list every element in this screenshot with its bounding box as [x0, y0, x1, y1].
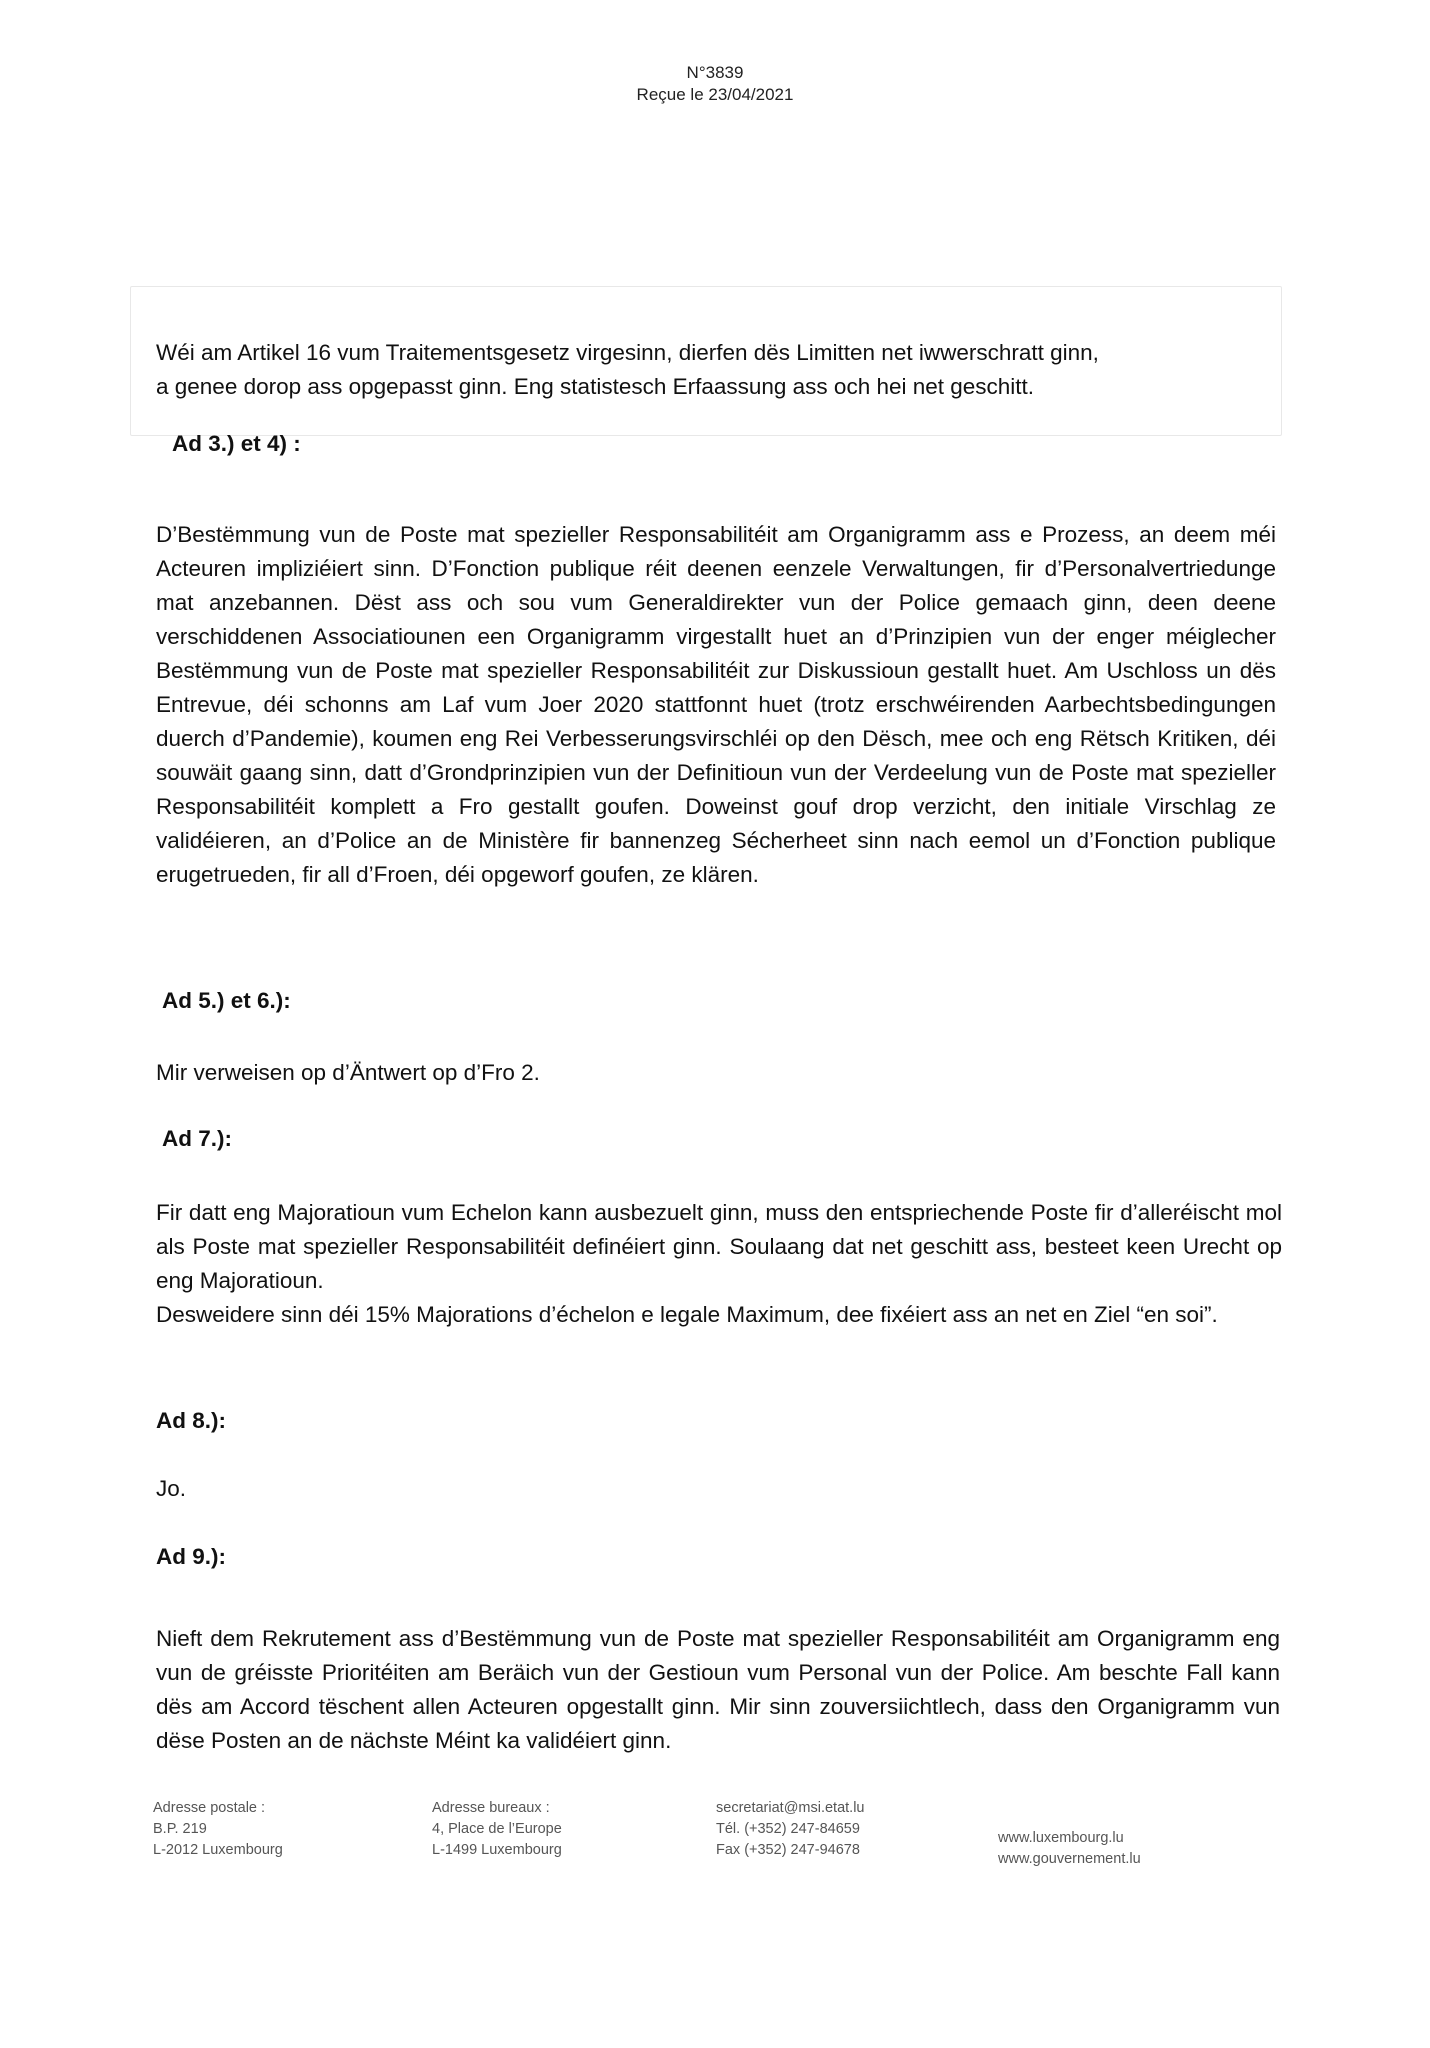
intro-line-1: Wéi am Artikel 16 vum Traitementsgesetz virgesinn, dierfen dës Limitten net iwwerschratt ginn, [156, 340, 1099, 365]
paragraph-ad-5-6: Mir verweisen op d’Äntwert op d’Fro 2. [156, 1060, 540, 1085]
reception-stamp [0, 62, 1430, 106]
intro-paragraph [156, 336, 1286, 404]
website-luxembourg: www.luxembourg.lu [998, 1830, 1124, 1846]
postal-address [153, 1798, 283, 1861]
heading-ad-5-6: Ad 5.) et 6.): [162, 988, 291, 1013]
received-date: Reçue le 23/04/2021 [636, 85, 794, 104]
office-address-line-1: 4, Place de l’Europe [432, 1821, 562, 1837]
postal-address-line-1: B.P. 219 [153, 1821, 207, 1837]
paragraph-ad-7-part-2: Desweidere sinn déi 15% Majorations d’échelon e legale Maximum, dee fixéiert ass an net en Ziel “en soi”. [156, 1302, 1218, 1327]
heading-ad-3-4: Ad 3.) et 4) : [172, 431, 301, 456]
websites [998, 1828, 1141, 1870]
contact-fax: Fax (+352) 247-94678 [716, 1842, 860, 1858]
paragraph-ad-8: Jo. [156, 1476, 187, 1501]
paragraph-ad-7-part-1: Fir datt eng Majoratioun vum Echelon kann ausbezuelt ginn, muss den entspriechende Poste fir d’alleréischt mol als Poste mat spezieller Responsabilitéit definéiert ginn. Soulaang dat net geschitt ass, besteet keen Urecht op eng Majoratioun. [156, 1200, 1282, 1293]
office-address-line-2: L-1499 Luxembourg [432, 1842, 562, 1858]
paragraph-ad-9: Nieft dem Rekrutement ass d’Bestëmmung vun de Poste mat spezieller Responsabilitéit am Organigramm eng vun de gréisste Prioritéiten am Beräich vun der Gestioun vum Personal vun der Police. Am beschte Fall kann dës am Accord tëschent allen Acteuren opgestallt ginn. Mir sinn zouversiichtlech, dass den Organigramm vun dëse Posten an de nächste Méint ka validéiert ginn. [156, 1626, 1280, 1753]
document-number: N°3839 [686, 63, 744, 82]
intro-line-2: a genee dorop ass opgepasst ginn. Eng statistesch Erfaassung ass och hei net geschitt. [156, 374, 1035, 399]
contact-details [716, 1798, 865, 1861]
paragraph-ad-3-4: D’Bestëmmung vun de Poste mat spezieller Responsabilitéit am Organigramm ass e Prozess, an deem méi Acteuren impliziéiert sinn. D’Fonction publique réit deenen eenzele Verwaltungen, fir d’Personalvertriedunge mat anzebannen. Dëst ass och sou vum Generaldirekter vun der Police gemaach ginn, deen deene verschiddenen Associatiounen een Organigramm virgestallt huet an d’Prinzipien vun der enger méiglecher Bestëmmung vun de Poste mat spezieller Responsabilitéit zur Diskussioun gestallt huet. Am Uschloss un dës Entrevue, déi schonns am Laf vum Joer 2020 stattfonnt huet (trotz erschwéirenden Aarbechtsbedingungen duerch d’Pandemie), koumen eng Rei Verbesserungsvirschléi op den Dësch, mee och eng Rëtsch Kritiken, déi souwäit gaang sinn, datt d’Grondprinzipien vun der Definitioun vun der Verdeelung vun de Poste mat spezieller Responsabilitéit komplett a Fro gestallt goufen. Doweinst gouf drop verzicht, den initiale Virschlag ze validéieren, an d’Police an de Ministère fir bannenzeg Sécherheet sinn nach eemol un d’Fonction publique erugetrueden, fir all d’Froen, déi opgeworf goufen, ze klären. [156, 522, 1276, 887]
website-gouvernement: www.gouvernement.lu [998, 1851, 1141, 1867]
office-address-label: Adresse bureaux : [432, 1800, 550, 1816]
contact-email: secretariat@msi.etat.lu [716, 1800, 865, 1816]
contact-phone: Tél. (+352) 247-84659 [716, 1821, 860, 1837]
heading-ad-9: Ad 9.): [156, 1544, 226, 1569]
postal-address-line-2: L-2012 Luxembourg [153, 1842, 283, 1858]
letterhead-footer [0, 1798, 1430, 1878]
paragraph-ad-7 [156, 1196, 1282, 1332]
office-address [432, 1798, 562, 1861]
postal-address-label: Adresse postale : [153, 1800, 266, 1816]
heading-ad-7: Ad 7.): [162, 1126, 232, 1151]
heading-ad-8: Ad 8.): [156, 1408, 226, 1433]
